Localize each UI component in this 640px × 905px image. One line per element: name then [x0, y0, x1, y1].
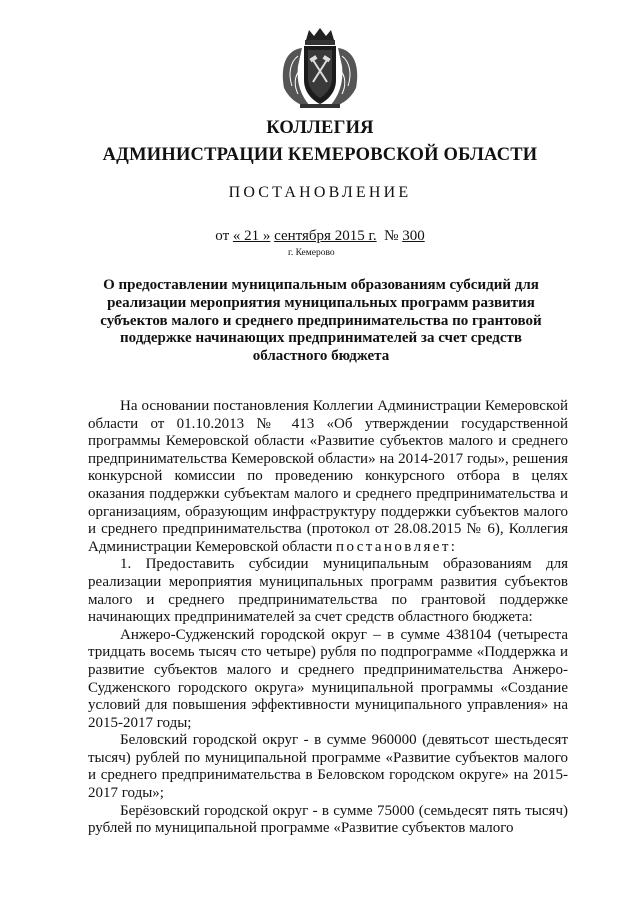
document-number: 300 — [402, 228, 425, 244]
date-day: « 21 » — [232, 228, 271, 244]
document-title: О предоставлении муниципальным образованиям субсидий для реализации мероприятия муниципальных программ развития субъектов малого и среднего предпринимательства по грантовой поддержке начинающих предпринимателей за счет средств областного бюджета — [100, 277, 542, 365]
document-body — [88, 398, 568, 838]
coat-of-arms-emblem — [276, 26, 364, 110]
body-paragraph — [88, 398, 568, 556]
org-name-line1: КОЛЛЕГИЯ — [266, 118, 374, 138]
body-paragraph: Берёзовский городской округ - в сумме 75000 (семьдесят пять тысяч) рублей по муниципальной программе «Развитие субъектов малого — [88, 802, 568, 837]
body-paragraph: 1. Предоставить субсидии муниципальным образованиям для реализации мероприятия муниципальных программ развития субъектов малого и среднего предпринимательства по грантовой поддержке начинающих предпринимателей за счет средств областного бюджета: — [88, 556, 568, 626]
org-name-line2: АДМИНИСТРАЦИИ КЕМЕРОВСКОЙ ОБЛАСТИ — [102, 145, 538, 165]
body-paragraph: Беловский городской округ - в сумме 960000 (девятьсот шестьдесят тысяч) рублей по муниципальной программе «Развитие субъектов малого и среднего предпринимательства в Беловском городском округе» на 2015-2017 годы»; — [88, 732, 568, 802]
preamble-text: На основании постановления Коллегии Администрации Кемеровской области от 01.10.2013 № 413 «Об утверждении государственной программы Кемеровской области «Развитие субъектов малого и среднего предпринимательства Кемеровской области» на 2014-2017 годы», решения конкурсной комиссии по проведению конкурсного отбора в целях оказания поддержки субъектам малого и среднего предпринимательства и организациям, образующим инфраструктуру поддержки субъектов малого и среднего предпринимательства (протокол от 28.08.2015 № 6), Коллегия Администрации Кемеровской области — [88, 398, 568, 555]
body-paragraph: Анжеро-Судженский городской округ – в сумме 438104 (четыреста тридцать восемь тысяч сто четыре) рубля по подпрограмме «Поддержка и развитие субъектов малого и среднего предпринимательства Анжеро-Судженского городского округа» муниципальной программы «Создание условий для повышения эффективности муниципального управления» на 2015-2017 годы; — [88, 626, 568, 731]
number-sign: № — [384, 228, 399, 244]
city-label: г. Кемерово — [288, 248, 335, 258]
document-type: ПОСТАНОВЛЕНИЕ — [228, 184, 412, 201]
date-line — [0, 228, 640, 245]
date-prefix: от — [215, 228, 230, 244]
resolves-word: постановляет: — [336, 538, 458, 555]
date-month-year: сентября 2015 г. — [274, 228, 377, 244]
